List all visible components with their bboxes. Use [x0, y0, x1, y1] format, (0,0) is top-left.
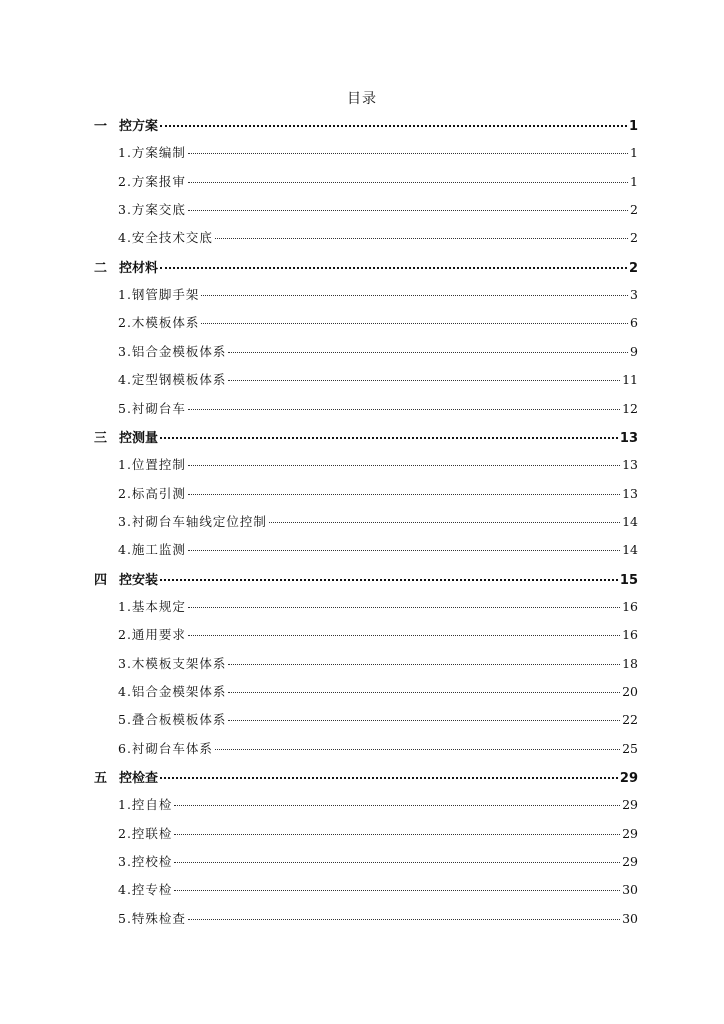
- item-title: 1.控自检: [118, 797, 173, 813]
- section-number: 五: [94, 771, 108, 787]
- page-number: 1: [628, 119, 638, 134]
- page-number: 14: [622, 542, 638, 558]
- item-title: 3.衬砌台车轴线定位控制: [118, 513, 267, 529]
- item-title: 2.通用要求: [118, 627, 186, 643]
- dot-leader: [228, 352, 628, 353]
- item-title: 3.木模板支架体系: [118, 655, 227, 671]
- toc-item-entry[interactable]: [118, 200, 638, 222]
- dot-leader: [215, 749, 620, 750]
- toc-item-entry[interactable]: [118, 682, 638, 704]
- item-title: 4.安全技术交底: [118, 230, 213, 246]
- page-number: 1: [630, 173, 638, 189]
- page-number: 29: [622, 854, 638, 870]
- page-number: 2: [630, 230, 638, 246]
- toc-section-entry[interactable]: [94, 767, 638, 789]
- toc-item-entry[interactable]: [118, 285, 638, 307]
- page-number: 25: [622, 740, 638, 756]
- page-number: 9: [630, 343, 638, 359]
- section-title: 控测量: [119, 430, 159, 446]
- dot-leader: [160, 579, 618, 581]
- item-title: 6.衬砌台车体系: [118, 740, 213, 756]
- toc-item-entry[interactable]: [118, 625, 638, 647]
- toc-item-entry[interactable]: [118, 342, 638, 364]
- page-number: 22: [622, 712, 638, 728]
- section-number: 四: [94, 572, 108, 588]
- item-title: 1.方案编制: [118, 145, 186, 161]
- section-number: 二: [94, 260, 108, 276]
- toc-item-entry[interactable]: [118, 654, 638, 676]
- dot-leader: [228, 380, 620, 381]
- dot-leader: [174, 834, 620, 835]
- section-title: 控材料: [119, 260, 159, 276]
- page-number: 2: [628, 260, 638, 276]
- item-title: 2.控联检: [118, 825, 173, 841]
- section-title: 控方案: [119, 119, 159, 134]
- dot-leader: [188, 182, 628, 183]
- item-title: 4.控专检: [118, 882, 173, 898]
- dot-leader: [188, 465, 620, 466]
- page-number: 13: [622, 457, 638, 473]
- page-number: 2: [630, 202, 638, 218]
- toc-item-entry[interactable]: [118, 399, 638, 421]
- dot-leader: [160, 437, 618, 439]
- item-title: 2.木模板体系: [118, 315, 200, 331]
- toc-item-entry[interactable]: [118, 909, 638, 931]
- toc-item-entry[interactable]: [118, 455, 638, 477]
- item-title: 1.位置控制: [118, 457, 186, 473]
- page-number: 14: [622, 513, 638, 529]
- item-title: 4.施工监测: [118, 542, 186, 558]
- page-number: 20: [622, 684, 638, 699]
- item-title: 4.定型钢模板体系: [118, 372, 227, 388]
- section-title: 控安装: [119, 572, 159, 588]
- item-title: 1.钢管脚手架: [118, 287, 200, 303]
- item-title: 2.标高引测: [118, 485, 186, 501]
- toc-section-entry[interactable]: [94, 257, 638, 279]
- item-title: 3.控校检: [118, 854, 173, 870]
- dot-leader: [188, 550, 620, 551]
- dot-leader: [201, 295, 628, 296]
- item-title: 2.方案报审: [118, 173, 186, 189]
- page-number: 3: [630, 287, 638, 303]
- dot-leader: [228, 720, 620, 721]
- toc-item-entry[interactable]: [118, 597, 638, 619]
- dot-leader: [174, 890, 620, 891]
- dot-leader: [160, 267, 627, 269]
- page-number: 13: [622, 485, 638, 501]
- dot-leader: [188, 210, 628, 211]
- page-number: 16: [622, 598, 638, 614]
- page-number: 15: [619, 572, 638, 588]
- page-number: 11: [622, 372, 638, 388]
- page-number: 29: [622, 825, 638, 841]
- dot-leader: [269, 522, 620, 523]
- toc-section-entry[interactable]: [94, 115, 638, 137]
- toc-item-entry[interactable]: [118, 172, 638, 194]
- toc-item-entry[interactable]: [118, 512, 638, 534]
- dot-leader: [188, 153, 628, 154]
- toc-item-entry[interactable]: [118, 370, 638, 392]
- dot-leader: [228, 664, 620, 665]
- dot-leader: [228, 692, 620, 693]
- dot-leader: [174, 862, 620, 863]
- item-title: 1.基本规定: [118, 598, 186, 614]
- page-number: 16: [622, 627, 638, 643]
- page-number: 1: [630, 145, 638, 161]
- section-number: 三: [94, 430, 108, 446]
- toc-item-entry[interactable]: [118, 228, 638, 250]
- page-number: 29: [622, 797, 638, 813]
- item-title: 5.叠合板模板体系: [118, 712, 227, 728]
- page-number: 6: [630, 315, 638, 331]
- toc-item-entry[interactable]: [118, 710, 638, 732]
- section-number: 一: [94, 119, 108, 134]
- toc-section-entry[interactable]: [94, 569, 638, 591]
- item-title: 4.铝合金模架体系: [118, 684, 227, 699]
- toc-item-entry[interactable]: [118, 880, 638, 902]
- dot-leader: [160, 777, 618, 779]
- toc-item-entry[interactable]: [118, 824, 638, 846]
- dot-leader: [188, 494, 620, 495]
- page-number: 29: [619, 771, 638, 787]
- toc-item-entry[interactable]: [118, 795, 638, 817]
- page-number: 30: [622, 910, 638, 926]
- dot-leader: [188, 919, 620, 920]
- toc-item-entry[interactable]: [118, 739, 638, 761]
- item-title: 5.特殊检查: [118, 910, 186, 926]
- page-number: 12: [622, 400, 638, 416]
- item-title: 3.方案交底: [118, 202, 186, 218]
- dot-leader: [188, 607, 620, 608]
- toc-item-entry[interactable]: [118, 143, 638, 165]
- page-title: 目录: [347, 91, 377, 107]
- dot-leader: [174, 805, 620, 806]
- dot-leader: [188, 409, 620, 410]
- item-title: 5.衬砌台车: [118, 400, 186, 416]
- toc-item-entry[interactable]: [118, 540, 638, 562]
- dot-leader: [188, 635, 620, 636]
- toc-item-entry[interactable]: [118, 852, 638, 874]
- toc-item-entry[interactable]: [118, 484, 638, 506]
- toc-section-entry[interactable]: [94, 427, 638, 449]
- dot-leader: [215, 238, 628, 239]
- page-number: 13: [619, 430, 638, 446]
- toc-item-entry[interactable]: [118, 313, 638, 335]
- page-number: 18: [622, 655, 638, 671]
- item-title: 3.铝合金模板体系: [118, 343, 227, 359]
- dot-leader: [201, 323, 628, 324]
- dot-leader: [160, 125, 627, 127]
- page-number: 30: [622, 882, 638, 898]
- section-title: 控检查: [119, 771, 159, 787]
